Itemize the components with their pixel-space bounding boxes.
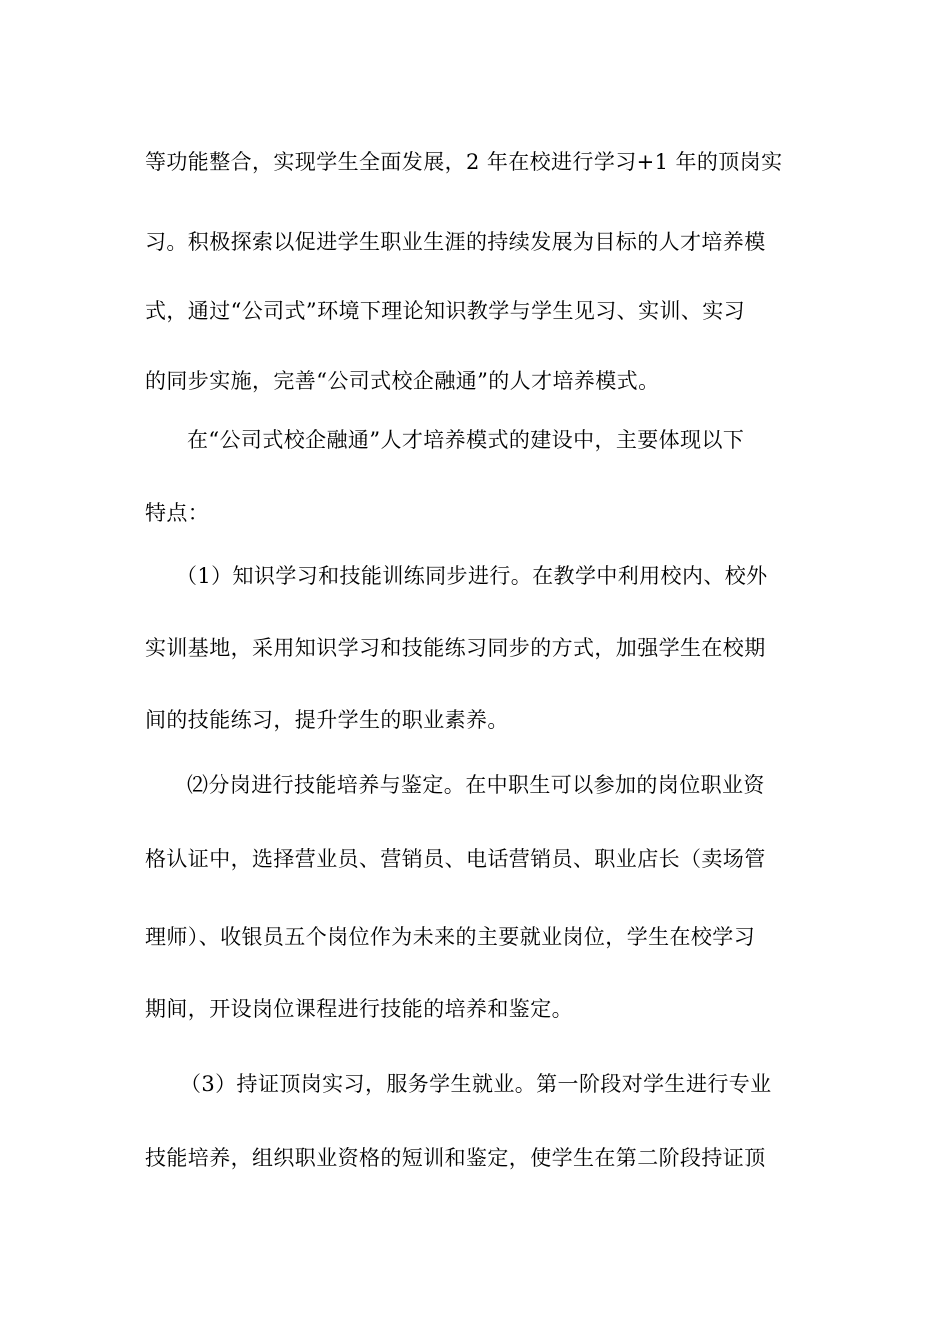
text-line: 技能培养，组织职业资格的短训和鉴定，使学生在第二阶段持证顶 [145,1146,766,1170]
text-line: 式，通过“公司式”环境下理论知识教学与学生见习、实训、实习 [145,299,746,323]
paragraph-start-line: （1）知识学习和技能训练同步进行。在教学中利用校内、校外 [176,564,768,588]
text-line: 实训基地，采用知识学习和技能练习同步的方式，加强学生在校期 [145,636,766,660]
paragraph-start-line: 在“公司式校企融通”人才培养模式的建设中，主要体现以下 [187,428,745,452]
paragraph-start-line: ⑵分岗进行技能培养与鉴定。在中职生可以参加的岗位职业资 [187,773,765,797]
text-line: 习。积极探索以促进学生职业生涯的持续发展为目标的人才培养模 [145,230,766,254]
paragraph-start-line: （3）持证顶岗实习，服务学生就业。第一阶段对学生进行专业 [180,1072,772,1096]
text-line: 特点： [145,501,210,525]
text-line: 期间，开设岗位课程进行技能的培养和鉴定。 [145,997,573,1021]
text-line: 的同步实施，完善“公司式校企融通”的人才培养模式。 [145,369,660,393]
text-line: 间的技能练习，提升学生的职业素养。 [145,708,509,732]
text-line: 格认证中，选择营业员、营销员、电话营销员、职业店长（卖场管 [145,847,766,871]
text-line: 理师）、收银员五个岗位作为未来的主要就业岗位，学生在校学习 [145,925,756,949]
text-line: 等功能整合，实现学生全面发展，2 年在校进行学习+1 年的顶岗实 [145,150,783,174]
